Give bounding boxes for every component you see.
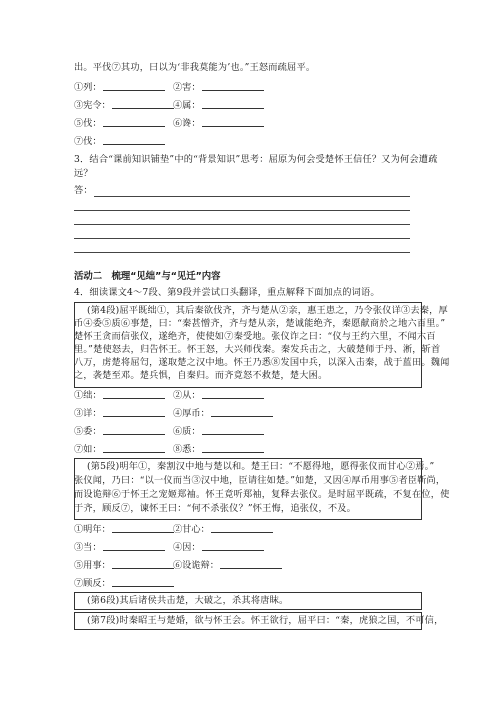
passage-line: 于齐，顾反⑦，谏怀王曰：“何不杀张仪？”怀王悔，追张仪，不及。 xyxy=(74,503,357,514)
blank-label: ②甘心： xyxy=(173,524,210,535)
blank-label: ⑥谗： xyxy=(173,118,201,129)
passage-line: 张仪闻，乃曰：“以一仪而当③汉中地，臣请往如楚。”如楚，又因④厚币用事⑤者臣靳尚， xyxy=(74,475,446,486)
answer-blank[interactable] xyxy=(103,80,165,91)
blank-item xyxy=(74,442,165,456)
answer-blank[interactable] xyxy=(103,134,165,145)
blank-item xyxy=(173,442,264,456)
answer-blank[interactable] xyxy=(202,540,264,551)
answer-blank[interactable] xyxy=(103,116,165,127)
blank-item xyxy=(74,558,174,572)
answer-label: 答： xyxy=(74,185,93,196)
question-3-text: 3．结合“课前知识铺垫”中的“背景知识”思考：屈原为何会受楚怀王信任？又为何会遭疏 xyxy=(74,154,438,165)
blank-label: ⑧悉： xyxy=(173,444,201,455)
answer-blank[interactable] xyxy=(112,576,174,587)
blank-label: ⑥设诡辩： xyxy=(173,560,219,571)
passage-line: (第6段)其后诸侯共击楚，大破之，杀其将唐眜。 xyxy=(87,595,289,606)
question-4-text: 4．细读课文4～7段、第9段并尝试口头翻译，重点解释下面加点的词语。 xyxy=(74,287,380,298)
blank-item xyxy=(173,540,264,554)
blank-label: ⑤委： xyxy=(74,426,102,437)
blank-label: ②从： xyxy=(173,390,201,401)
answer-blank[interactable] xyxy=(202,98,264,109)
answer-blank[interactable] xyxy=(112,522,174,533)
blank-label: ⑤用事： xyxy=(74,560,111,571)
blank-item xyxy=(173,98,264,112)
answer-line[interactable] xyxy=(94,196,410,197)
passage-line: 而设诡辩⑥于怀王之宠姬郑袖。怀王竟听郑袖，复释去张仪。是时屈平既疏，不复在位，使 xyxy=(74,489,450,500)
passage-line: 之，袭楚至邓。楚兵惧，自秦归。而齐竟怒不救楚，楚大困。 xyxy=(74,370,328,381)
passage-line: 里。”楚使怒去，归告怀王。怀王怒，大兴师伐秦。秦发兵击之，大破楚师于丹、淅，斩首 xyxy=(74,344,441,355)
answer-blank[interactable] xyxy=(202,80,264,91)
passage-line: 币④委⑤质⑥事楚，曰：“秦甚憎齐，齐与楚从亲，楚诚能绝齐，秦愿献商於之地六百里。” xyxy=(74,318,446,329)
blank-label: ④厚币： xyxy=(173,408,210,419)
blank-item xyxy=(74,406,165,420)
answer-line[interactable] xyxy=(74,238,410,239)
answer-blank[interactable] xyxy=(103,424,165,435)
blank-item xyxy=(173,406,273,420)
answer-blank[interactable] xyxy=(112,98,174,109)
blank-item xyxy=(173,522,273,536)
answer-line[interactable] xyxy=(74,252,410,253)
question-3-text: 远？ xyxy=(74,168,93,179)
section-heading: 活动二 梳理“见绌”与“见迁”内容 xyxy=(74,271,221,282)
text-line: 出。平伐⑦其功，曰以为‘非我莫能为’也。”王怒而疏屈平。 xyxy=(74,62,316,73)
blank-item xyxy=(74,424,165,438)
answer-blank[interactable] xyxy=(202,442,264,453)
answer-line[interactable] xyxy=(74,224,410,225)
blank-item xyxy=(74,540,165,554)
blank-label: ⑦顾反： xyxy=(74,578,111,589)
blank-label: ①列： xyxy=(74,82,102,93)
blank-label: ③详： xyxy=(74,408,102,419)
blank-item xyxy=(74,134,165,148)
blank-item xyxy=(74,116,165,130)
answer-line[interactable] xyxy=(74,210,410,211)
answer-blank[interactable] xyxy=(202,116,264,127)
blank-label: ④因： xyxy=(173,542,201,553)
blank-item xyxy=(74,388,165,402)
answer-blank[interactable] xyxy=(202,388,264,399)
blank-label: ①绌： xyxy=(74,390,102,401)
answer-blank[interactable] xyxy=(202,424,264,435)
blank-item xyxy=(173,80,264,94)
blank-label: ①明年： xyxy=(74,524,111,535)
answer-blank[interactable] xyxy=(211,406,273,417)
blank-label: ⑤伐： xyxy=(74,118,102,129)
blank-item xyxy=(74,522,174,536)
answer-blank[interactable] xyxy=(103,540,165,551)
passage-line: 八万，虏楚将屈匄，遂取楚之汉中地。怀王乃悉⑧发国中兵，以深入击秦，战于蓝田。魏闻 xyxy=(74,357,450,368)
blank-label: ③当： xyxy=(74,542,102,553)
passage-line: 楚怀王贪而信张仪，遂绝齐，使使如⑦秦受地。张仪诈之曰：“仪与王约六里，不闻六百 xyxy=(74,331,436,342)
passage-line: (第4段)屈平既绌①，其后秦欲伐齐，齐与楚从②亲，惠王患之，乃令张仪详③去秦，厚 xyxy=(87,305,448,316)
answer-blank[interactable] xyxy=(112,558,174,569)
answer-blank[interactable] xyxy=(220,558,282,569)
blank-label: ④属： xyxy=(173,100,201,111)
blank-item xyxy=(173,116,264,130)
blank-item xyxy=(173,424,264,438)
blank-item xyxy=(74,576,174,590)
passage-line: (第5段)明年①，秦割汉中地与楚以和。楚王曰：“不愿得地，愿得张仪而甘心②焉。” xyxy=(87,461,435,472)
answer-blank[interactable] xyxy=(103,388,165,399)
blank-item xyxy=(74,98,174,112)
passage-line: (第7段)时秦昭王与楚婚，欲与怀王会。怀王欲行，屈平曰：“秦，虎狼之国，不可信， xyxy=(87,615,444,626)
blank-item xyxy=(173,558,282,572)
answer-blank[interactable] xyxy=(103,442,165,453)
blank-label: ⑦伐： xyxy=(74,136,102,147)
blank-label: ⑥质： xyxy=(173,426,201,437)
blank-item xyxy=(74,80,165,94)
blank-label: ⑦如： xyxy=(74,444,102,455)
answer-blank[interactable] xyxy=(103,406,165,417)
blank-item xyxy=(173,388,264,402)
blank-label: ②害： xyxy=(173,82,201,93)
blank-label: ③宪令： xyxy=(74,100,111,111)
answer-blank[interactable] xyxy=(211,522,273,533)
